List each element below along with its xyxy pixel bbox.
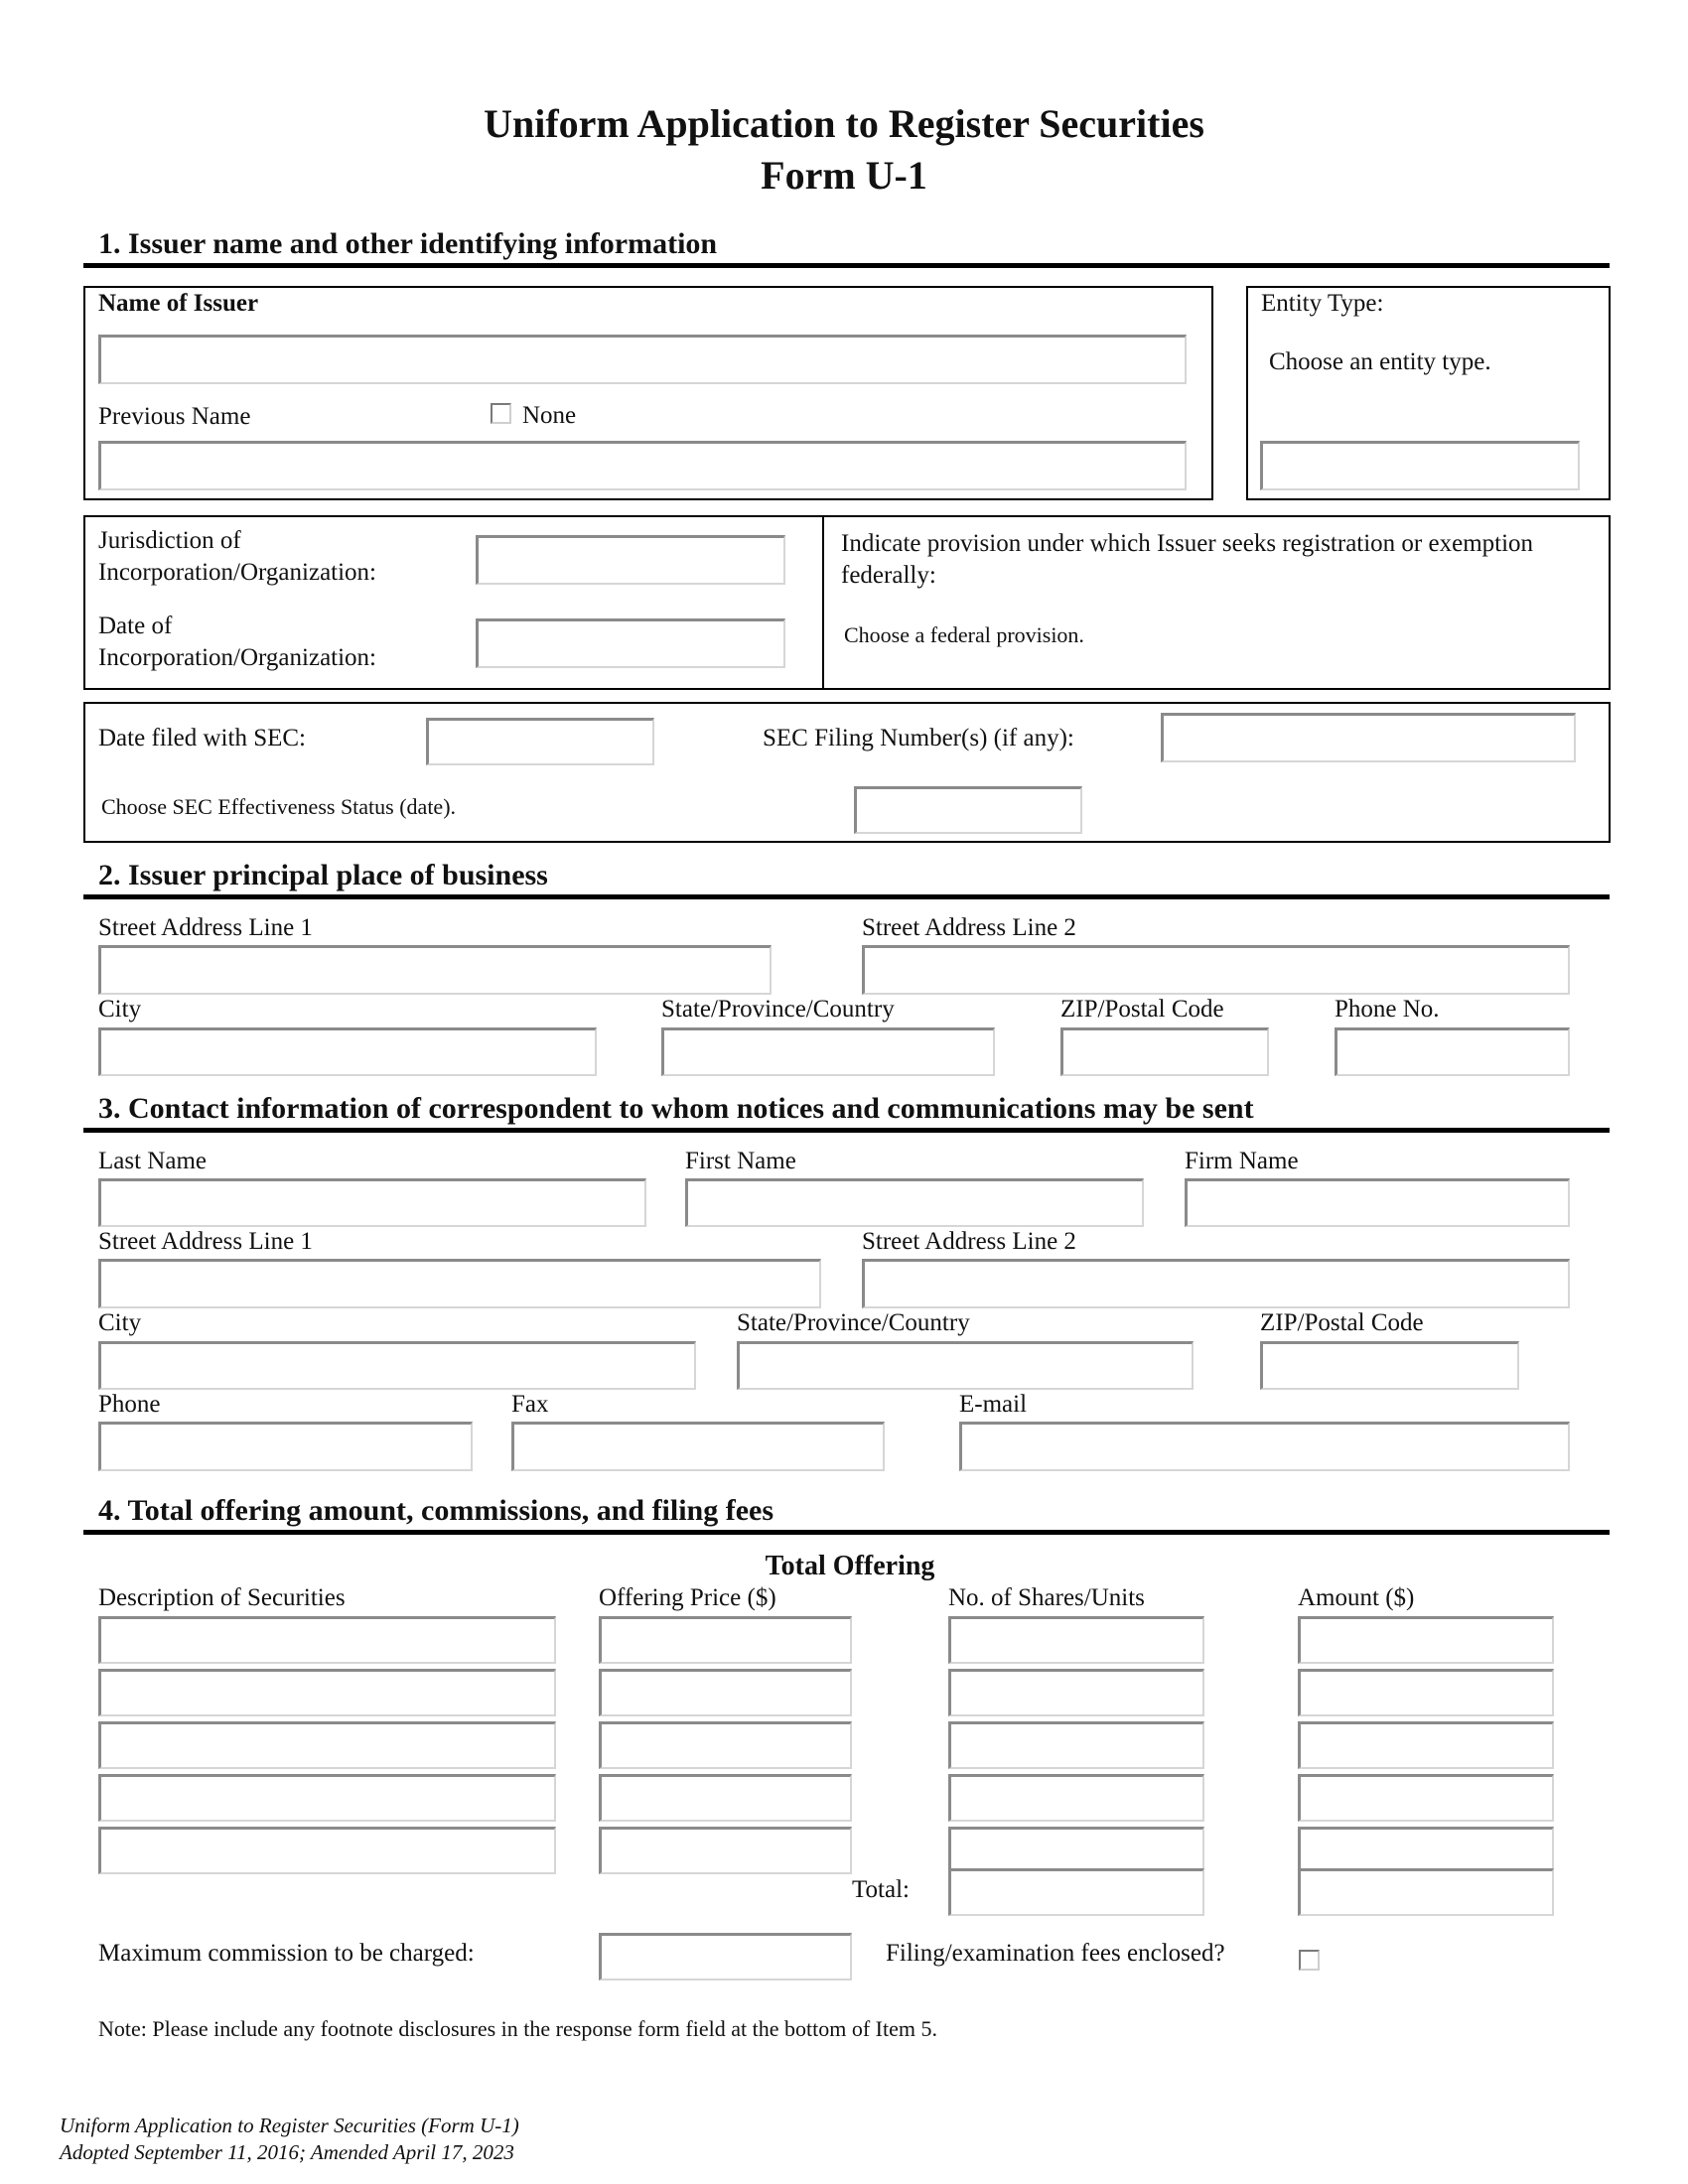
s2-zip-field[interactable] [1060,1027,1269,1076]
date-filed-sec-field[interactable] [426,718,654,765]
offering-price-field-2[interactable] [599,1669,852,1716]
offering-amount-field-3[interactable] [1298,1721,1554,1769]
offering-price-field-4[interactable] [599,1774,852,1822]
section-1-heading: 1. Issuer name and other identifying information [98,227,718,260]
max-commission-label: Maximum commission to be charged: [98,1940,475,1967]
s3-street1-label: Street Address Line 1 [98,1228,313,1255]
fees-enclosed-label: Filing/examination fees enclosed? [886,1940,1225,1967]
s3-street2-field[interactable] [862,1259,1570,1308]
offering-amount-field-1[interactable] [1298,1616,1554,1664]
offering-description-field-4[interactable] [98,1774,556,1822]
previous-name-field[interactable] [98,441,1187,490]
date-filed-sec-label: Date filed with SEC: [98,725,306,751]
s2-phone-label: Phone No. [1335,996,1440,1023]
offering-amount-field-5[interactable] [1298,1827,1554,1874]
s2-street1-field[interactable] [98,945,772,995]
name-of-issuer-label: Name of Issuer [98,290,259,317]
s3-zip-field[interactable] [1260,1341,1519,1390]
s2-phone-field[interactable] [1335,1027,1570,1076]
s2-street2-field[interactable] [862,945,1570,995]
total-label: Total: [852,1876,910,1903]
footnote-note: Note: Please include any footnote disclosures in the response form field at the bottom of Item 5. [98,2016,937,2041]
offering-shares-field-4[interactable] [948,1774,1204,1822]
form-subtitle: Form U-1 [761,153,927,198]
col-amount-label: Amount ($) [1298,1584,1415,1611]
s2-state-label: State/Province/Country [661,996,895,1023]
s3-email-label: E-mail [959,1391,1028,1418]
previous-name-label: Previous Name [98,403,251,430]
section-4-rule [83,1530,1610,1535]
offering-description-field-2[interactable] [98,1669,556,1716]
federal-provision-label: Indicate provision under which Issuer seeks registration or exemption federally: [841,530,1534,589]
total-shares-field[interactable] [948,1868,1204,1916]
s3-state-field[interactable] [737,1341,1194,1390]
s3-email-field[interactable] [959,1422,1570,1471]
jurisdiction-label: Jurisdiction of Incorporation/Organization: [98,527,377,586]
offering-description-field-3[interactable] [98,1721,556,1769]
offering-price-field-3[interactable] [599,1721,852,1769]
s3-firm-name-label: Firm Name [1185,1148,1299,1174]
date-of-incorporation-field[interactable] [476,618,785,668]
sec-effectiveness-field[interactable] [854,786,1082,834]
jurisdiction-field[interactable] [476,535,785,585]
offering-price-field-1[interactable] [599,1616,852,1664]
s2-street2-label: Street Address Line 2 [862,914,1076,941]
footer-line-1: Uniform Application to Register Securities (Form U-1) [60,2114,519,2137]
s2-state-field[interactable] [661,1027,995,1076]
section-1-rule [83,263,1610,268]
entity-type-dropdown[interactable]: Choose an entity type. [1269,348,1491,375]
offering-description-field-5[interactable] [98,1827,556,1874]
sec-effectiveness-dropdown[interactable]: Choose SEC Effectiveness Status (date). [101,794,457,819]
s2-street1-label: Street Address Line 1 [98,914,313,941]
offering-description-field-1[interactable] [98,1616,556,1664]
offering-shares-field-2[interactable] [948,1669,1204,1716]
s3-city-field[interactable] [98,1341,696,1390]
s3-city-label: City [98,1309,142,1336]
section-3-heading: 3. Contact information of correspondent to whom notices and communications may be sent [98,1092,1254,1125]
s3-street1-field[interactable] [98,1259,821,1308]
none-label: None [522,402,577,429]
fees-enclosed-checkbox[interactable] [1299,1950,1320,1971]
total-offering-heading: Total Offering [765,1551,935,1581]
none-checkbox[interactable] [491,403,511,424]
s3-last-name-field[interactable] [98,1178,646,1227]
s3-first-name-label: First Name [685,1148,796,1174]
s3-first-name-field[interactable] [685,1178,1144,1227]
offering-amount-field-4[interactable] [1298,1774,1554,1822]
section-3-rule [83,1128,1610,1133]
sec-filing-numbers-label: SEC Filing Number(s) (if any): [763,725,1074,751]
offering-shares-field-3[interactable] [948,1721,1204,1769]
name-of-issuer-field[interactable] [98,335,1187,384]
s3-phone-label: Phone [98,1391,161,1418]
form-title: Uniform Application to Register Securities [484,101,1204,146]
s3-fax-field[interactable] [511,1422,885,1471]
s2-zip-label: ZIP/Postal Code [1060,996,1224,1023]
s2-city-label: City [98,996,142,1023]
offering-amount-field-2[interactable] [1298,1669,1554,1716]
section-2-heading: 2. Issuer principal place of business [98,859,548,891]
offering-price-field-5[interactable] [599,1827,852,1874]
s3-last-name-label: Last Name [98,1148,207,1174]
federal-provision-dropdown[interactable]: Choose a federal provision. [844,622,1084,647]
footer-line-2: Adopted September 11, 2016; Amended April 17, 2023 [60,2140,514,2164]
s3-phone-field[interactable] [98,1422,473,1471]
section-2-rule [83,894,1610,899]
col-description-label: Description of Securities [98,1584,346,1611]
total-amount-field[interactable] [1298,1868,1554,1916]
s2-city-field[interactable] [98,1027,597,1076]
entity-type-field[interactable] [1260,441,1580,490]
s3-street2-label: Street Address Line 2 [862,1228,1076,1255]
s3-fax-label: Fax [511,1391,549,1418]
date-of-incorporation-label: Date of Incorporation/Organization: [98,613,377,671]
max-commission-field[interactable] [599,1933,852,1980]
offering-shares-field-1[interactable] [948,1616,1204,1664]
col-shares-label: No. of Shares/Units [948,1584,1145,1611]
entity-type-label: Entity Type: [1261,290,1384,317]
section-4-heading: 4. Total offering amount, commissions, and filing fees [98,1494,774,1527]
offering-shares-field-5[interactable] [948,1827,1204,1874]
s3-zip-label: ZIP/Postal Code [1260,1309,1424,1336]
s3-state-label: State/Province/Country [737,1309,970,1336]
s3-firm-name-field[interactable] [1185,1178,1570,1227]
col-price-label: Offering Price ($) [599,1584,776,1611]
sec-filing-numbers-field[interactable] [1161,713,1576,762]
